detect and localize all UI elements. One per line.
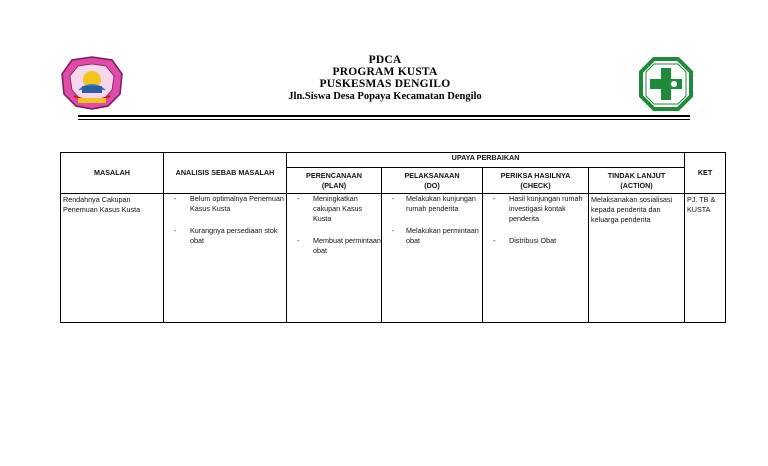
list-item: - Membuat permintaan obat: [287, 236, 381, 256]
column-header-masalah: MASALAH: [61, 153, 164, 194]
list-item: - Belum optimalnya Penemuan Kasus Kusta: [164, 194, 286, 214]
cell-masalah: [61, 194, 164, 323]
regency-emblem-logo: [58, 56, 126, 110]
cell-ket: [685, 194, 726, 323]
plan-header-sub: (PLAN): [321, 180, 347, 190]
analisis-list: [164, 194, 286, 246]
puskesmas-logo: [638, 56, 694, 112]
header-title: PDCA: [368, 54, 402, 66]
pdca-table: [60, 152, 726, 323]
list-item: - Distribusi Obat: [483, 236, 588, 246]
header-divider-thick: [78, 115, 690, 117]
column-header-upaya: UPAYA PERBAIKAN: [287, 153, 685, 168]
cell-analisis: [164, 194, 287, 323]
do-header-label: PELAKSANAAN: [404, 170, 460, 180]
header-address: Jln.Siswa Desa Popaya Kecamatan Dengilo: [288, 91, 482, 102]
plan-list: [287, 194, 381, 256]
list-item: - Hasil kunjungan rumah investigasi kontak penderita: [483, 194, 588, 224]
cell-check: [483, 194, 589, 323]
plan-header-label: PERENCANAAN: [306, 170, 362, 180]
column-header-analisis: ANALISIS SEBAB MASALAH: [164, 153, 287, 194]
column-header-check: [483, 168, 589, 194]
do-header-sub: (DO): [424, 180, 440, 190]
column-header-do: [382, 168, 483, 194]
do-list: [382, 194, 482, 246]
column-header-plan: [287, 168, 382, 194]
ket-text: PJ. TB & KUSTA: [687, 195, 716, 214]
header-program: PROGRAM KUSTA: [332, 66, 438, 78]
header-institution: PUSKESMAS DENGILO: [319, 78, 451, 90]
action-text: Melaksanakan sosialisasi kepada penderita dan keluarga penderita: [591, 195, 673, 224]
action-header-sub: (ACTION): [620, 180, 653, 190]
check-header-label: PERIKSA HASILNYA: [500, 170, 571, 180]
check-list: [483, 194, 588, 246]
column-header-action: [589, 168, 685, 194]
header-divider-thin: [78, 119, 690, 120]
cell-plan: [287, 194, 382, 323]
document-header: [180, 54, 590, 103]
list-item: - Melakukan kunjungan rumah penderita: [382, 194, 482, 214]
list-item: - Meningkatkan cakupan Kasus Kusta: [287, 194, 381, 224]
list-item: - Kurangnya persediaan stok obat: [164, 226, 286, 246]
list-item: - Melakukan permintaan obat: [382, 226, 482, 246]
masalah-text: Rendahnya Cakupan Penemuan Kasus Kusta: [63, 195, 141, 214]
table-row: [61, 194, 726, 323]
check-header-sub: (CHECK): [520, 180, 551, 190]
cell-action: [589, 194, 685, 323]
action-header-label: TINDAK LANJUT: [607, 170, 666, 180]
column-header-ket: KET: [685, 153, 726, 194]
cell-do: [382, 194, 483, 323]
